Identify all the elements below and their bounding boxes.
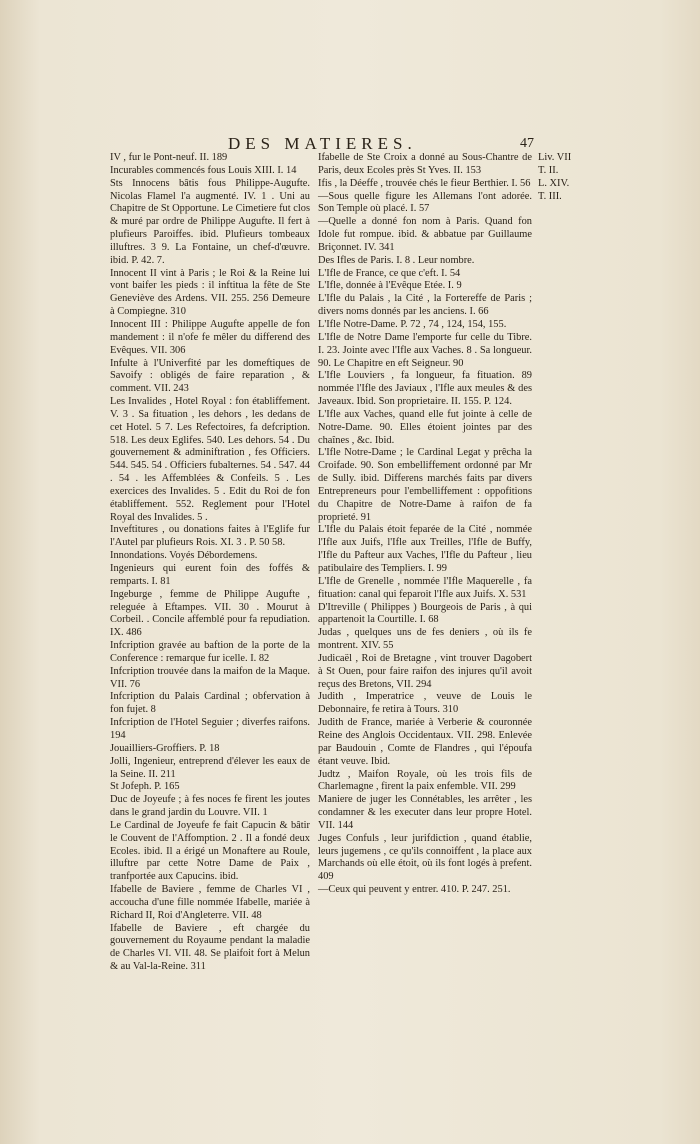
index-entry: Inveftitures , ou donations faites à l'Eglife fur l'Autel par plufieurs Rois. XI. 3 . P. 50 58. bbox=[110, 524, 310, 549]
index-entry: Les Invalides , Hotel Royal : fon établiffement. V. 3 . Sa fituation , les dehors , les dedans de cet Hotel. 5 7. Les Refectoires, fa defcription. 518. Les deux Eglifes. 540. Les dehors. 54 . Du gouvernement & adminiftration , fes Officiers. 544. 545. 54 . Officiers fubalternes. 54 . 547. 44 . 54 . les Affemblées & Confeils. 5 . Les exercices des Invalides. 5 . Edit du Roi de fon établiffement. 552. Reglement pour l'Hotel Royal des Invalides. 5 . bbox=[110, 396, 310, 523]
index-entry: L'Ifle, donnée à l'Evêque Etée. I. 9 bbox=[318, 280, 462, 292]
index-column-right bbox=[318, 152, 532, 897]
index-entry: L'Ifle de Grenelle , nommée l'Ifle Maquerelle , fa fituation: canal qui feparoit l'Ifle aux Juifs. X. 531 bbox=[318, 575, 532, 600]
index-entry: Infulte à l'Univerfité par les domeftiques de Savoify : obligés de faire reparation , & comment. VII. 243 bbox=[110, 357, 310, 395]
index-entry: L'Ifle Louviers , fa longueur, fa fituation. 89 nommée l'Ifle des Javiaux , l'Ifle aux meules & des Javeaux. Ibid. Son proprietaire. II. 155. P. 124. bbox=[318, 370, 532, 408]
index-entry: L'Ifle de France, ce que c'eft. I. 54 bbox=[318, 267, 461, 279]
index-entry: St Jofeph. P. 165 bbox=[110, 781, 180, 793]
index-entry: Judith de France, mariée à Verberie & couronnée Reine des Anglois Occidentaux. VII. 298. Enlevée par Baudouin , Comte de Flandres , qui l'époufa étant veuve. Ibid. bbox=[318, 717, 532, 767]
index-entry: Innondations. Voyés Débordemens. bbox=[110, 550, 258, 562]
index-entry: Juges Confuls , leur jurifdiction , quand établie, leurs jugemens , ce qu'ils connoiffent , la place aux Marchands où elle étoit, où ils font logés à prefent. 409 bbox=[318, 832, 532, 883]
index-entry: Duc de Joyeufe ; à fes noces fe firent les joutes dans le grand jardin du Louvre. VII. 1 bbox=[110, 794, 310, 819]
margin-reference: T. II. bbox=[538, 164, 559, 176]
index-entry: Ifabelle de Baviere , femme de Charles VI , accoucha d'une fille nommée Ifabelle, mariée à Richard II, Roi d'Angleterre. VII. 48 bbox=[110, 884, 310, 921]
margin-reference: T. III. bbox=[538, 190, 562, 202]
index-entry: Incurables commencés fous Louis XIII. I. 14 bbox=[110, 164, 297, 176]
index-entry: Jouailliers-Groffiers. P. 18 bbox=[110, 742, 220, 754]
index-entry: Ingeburge , femme de Philippe Augufte , releguée à Eftampes. VII. 30 . Mourut à Corbeil. . Concile affemblé pour fa repudiation. IX. 486 bbox=[110, 588, 310, 639]
index-entry: Infcription de l'Hotel Seguier ; diverfes raifons. 194 bbox=[110, 717, 310, 741]
index-entry: Ifis , la Déeffe , trouvée chés le fieur Berthier. I. 56 bbox=[318, 177, 531, 189]
index-entry: Le Cardinal de Joyeufe fe fait Capucin & bâtir le Couvent de l'Affomption. 2 . Il a fondé deux Ecoles. ibid. Il a érigé un Monaftere au Roule, illuftre par cette Notre Dame de Paix , tranfportée aux Capucins. ibid. bbox=[110, 819, 310, 883]
index-entry: D'Itreville ( Philippes ) Bourgeois de Paris , à qui appartenoit la Courtille. I. 68 bbox=[318, 601, 532, 626]
margin-references bbox=[538, 152, 598, 203]
index-entry: Innocent III : Philippe Augufte appelle de fon mandement : il n'ofe fe mêler du differend des Evêques. VII. 306 bbox=[110, 318, 310, 356]
index-entry: Ifabelle de Baviere , eft chargée du gouvernement du Royaume pendant la maladie de Charles VI. VII. 48. Se plaifoit fort à Melun & au Val-la-Reine. 311 bbox=[110, 922, 310, 973]
index-entry: Infcription du Palais Cardinal ; obfervation à fon fujet. 8 bbox=[110, 691, 310, 716]
index-column-left bbox=[110, 152, 310, 974]
index-entry: Judith , Imperatrice , veuve de Louis le Debonnaire, fe retira à Tours. 310 bbox=[318, 691, 532, 716]
index-entry: Infcription trouvée dans la maifon de la Maque. VII. 76 bbox=[110, 665, 310, 690]
index-entry: —Quelle a donné fon nom à Paris. Quand fon Idole fut rompue. ibid. & abbatue par Guillaume Briçonnet. IV. 341 bbox=[318, 216, 532, 253]
index-entry: L'Ifle aux Vaches, quand elle fut jointe à celle de Notre-Dame. 90. Elles étoient jointes par des chaînes , &c. Ibid. bbox=[318, 408, 532, 446]
index-entry: L'Ifle Notre-Dame. P. 72 , 74 , 124, 154, 155. bbox=[318, 318, 507, 330]
index-entry: Judas , quelques uns de fes deniers , où ils fe montrent. XIV. 55 bbox=[318, 627, 532, 652]
index-entry: —Ceux qui peuvent y entrer. 410. P. 247. 251. bbox=[318, 884, 511, 896]
page-header bbox=[0, 134, 700, 154]
index-entry: —Sous quelle figure les Allemans l'ont adorée. Son Temple où placé. I. 57 bbox=[318, 190, 532, 215]
index-entry: Innocent II vint à Paris ; le Roi & la Reine lui vont baifer les pieds : il inftitua la fête de Ste Geneviève des Ardens. VII. 255. 256 Demeure à Compiegne. 310 bbox=[110, 267, 310, 318]
index-entry: L'Ifle du Palais étoit feparée de la Cité , nommée l'Ifle aux Juifs, l'Ifle aux Treilles, l'Ifle de Buffy, l'Ifle du Pafteur aux Vaches, l'Ifle du Pafteur , lieu patibulaire des Templiers. I. 99 bbox=[318, 524, 532, 574]
index-entry: Maniere de juger les Connétables, les arrêter , les condamner & les executer dans leur propre Hotel. VII. 144 bbox=[318, 794, 532, 831]
index-entry: Ingenieurs qui eurent foin des foffés & remparts. I. 81 bbox=[110, 563, 310, 587]
index-entry: Infcription gravée au baftion de la porte de la Conference : remarque fur icelle. I. 82 bbox=[110, 640, 310, 664]
index-entry: Ifabelle de Ste Croix a donné au Sous-Chantre de Paris, deux Ecoles près St Yves. II. 153 bbox=[318, 152, 532, 176]
index-entry: IV , fur le Pont-neuf. II. 189 bbox=[110, 152, 228, 163]
running-title: DES MATIERES. bbox=[228, 134, 417, 153]
index-entry: Judtz , Maifon Royale, où les trois fils de Charlemagne , firent la paix enfemble. VII. 299 bbox=[318, 768, 532, 793]
index-entry: Des Ifles de Paris. I. 8 . Leur nombre. bbox=[318, 254, 475, 266]
index-entry: Jolli, Ingenieur, entreprend d'élever les eaux de la Seine. II. 211 bbox=[110, 755, 310, 780]
index-entry: L'Ifle Notre-Dame ; le Cardinal Legat y prêcha la Croifade. 90. Son embelliffement ordonné par Mr de Sully. ibid. Differens marchés faits par divers Entrepreneurs pour l'embelliffement : oppofitions du Chapitre de Notre-Dame à raifon de fa proprieté. 91 bbox=[318, 447, 532, 523]
index-entry: Sts Innocens bâtis fous Philippe-Augufte. Nicolas Flamel l'a augmenté. IV. 1 . Uni au Chapitre de St Opportune. Le Cimetiere fut clos & muré par ordre de Philippe Augufte. Il fert à plufieurs Paroiffes. ibid. Plufieurs tombeaux illuftres. 3 9. La Fontaine, un chef-d'œuvre. ibid. P. 42. 7. bbox=[110, 177, 310, 266]
page-number: 47 bbox=[520, 136, 534, 151]
margin-reference: L. XIV. bbox=[538, 177, 570, 189]
index-entry: Judicaël , Roi de Bretagne , vint trouver Dagobert à St Ouen, pour faire raifon des injures qu'il avoit reçus des Bretons, VII. 294 bbox=[318, 652, 532, 690]
margin-reference: Liv. VII bbox=[538, 152, 572, 163]
index-entry: L'Ifle de Notre Dame l'emporte fur celle du Tibre. I. 23. Jointe avec l'Ifle aux Vaches. 8 . Sa longueur. 90. Le Chapitre en eft Seigneur. 90 bbox=[318, 331, 532, 369]
index-entry: L'Ifle du Palais , la Cité , la Fortereffe de Paris ; divers noms donnés par les anciens. I. 66 bbox=[318, 293, 532, 318]
